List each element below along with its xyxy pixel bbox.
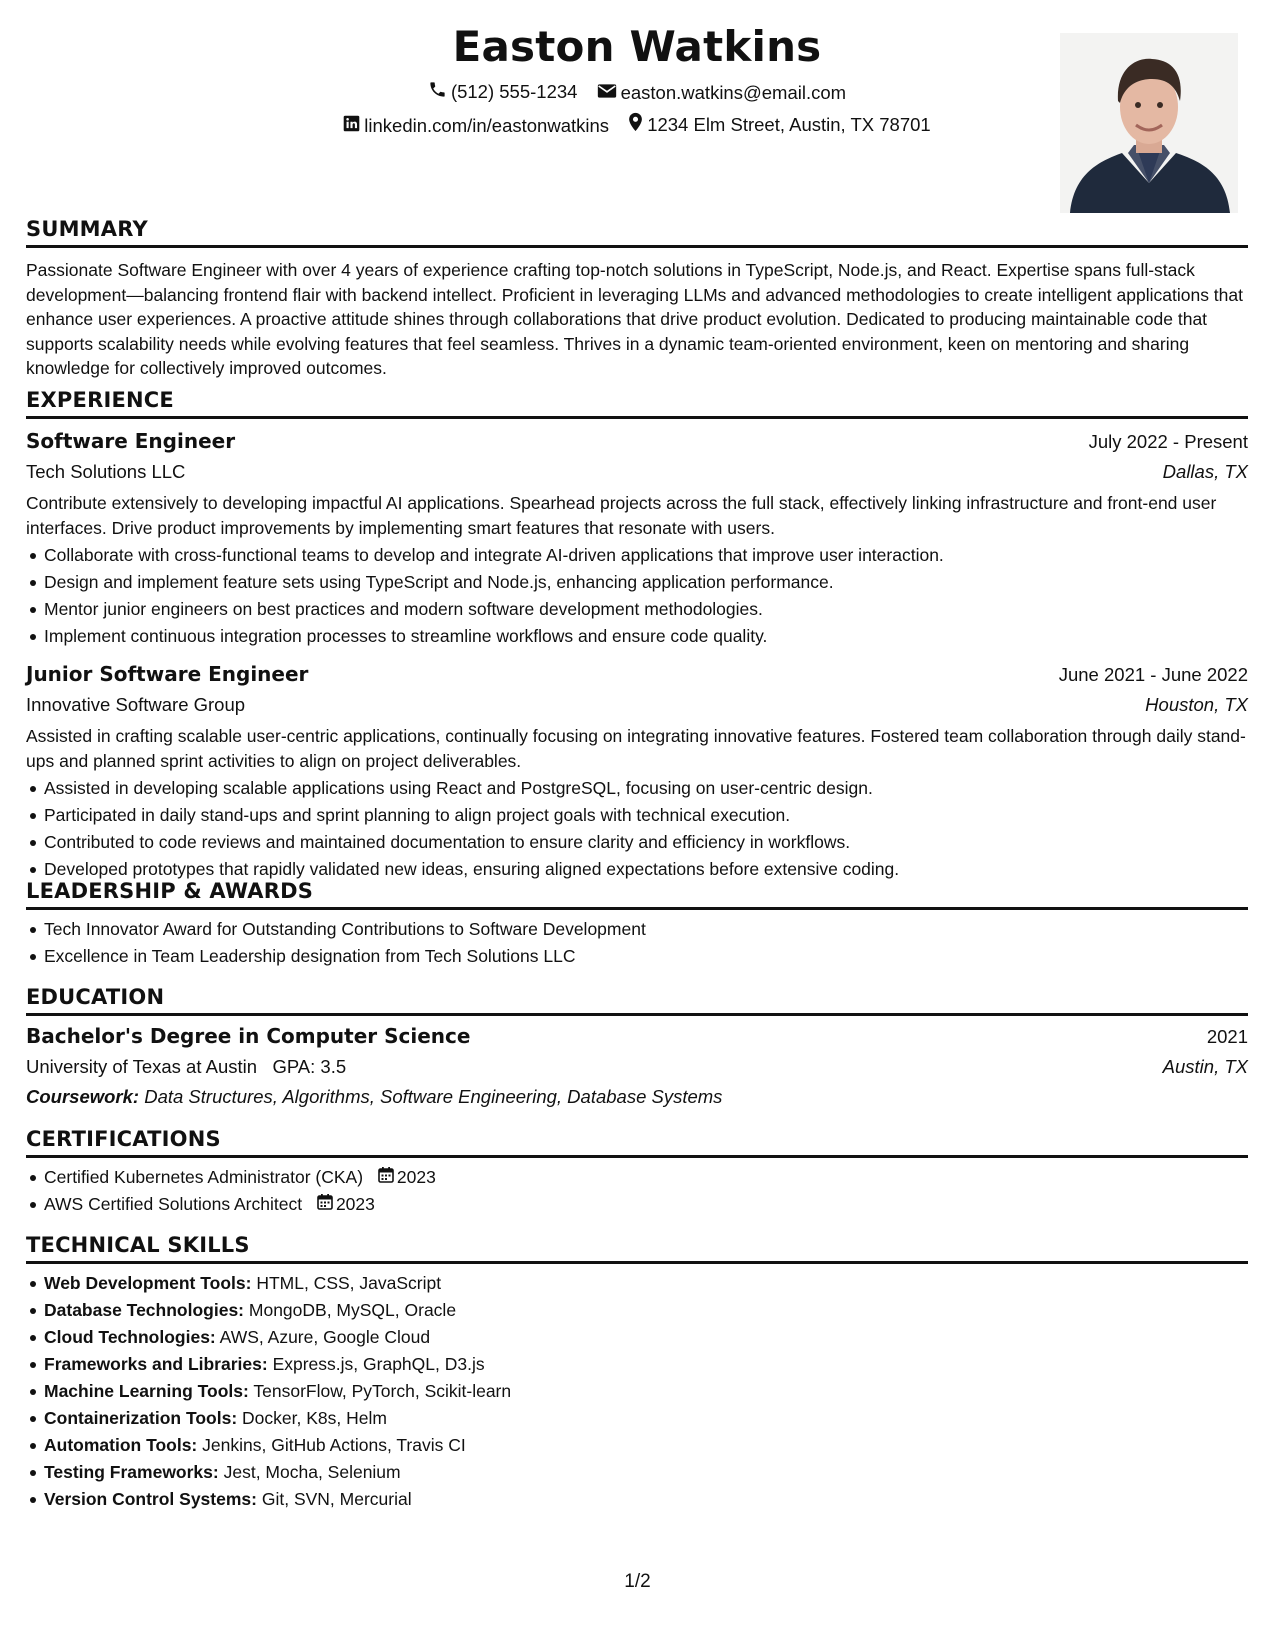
- coursework: [26, 1086, 1248, 1108]
- skill-category: Testing Frameworks:: [44, 1462, 219, 1482]
- certification-name: Certified Kubernetes Administrator (CKA): [44, 1167, 364, 1187]
- certification-name: AWS Certified Solutions Architect: [44, 1194, 303, 1214]
- list-item: Excellence in Team Leadership designation from Tech Solutions LLC: [26, 943, 1248, 970]
- job-org-row: [26, 694, 1248, 716]
- certification-year: 2023: [335, 1194, 375, 1214]
- job-company: Innovative Software Group: [26, 694, 246, 715]
- address-contact: [628, 112, 931, 137]
- job-header: [26, 429, 1248, 453]
- list-item: Tech Innovator Award for Outstanding Contributions to Software Development: [26, 916, 1248, 943]
- phone-contact: [428, 80, 578, 104]
- skills-list: [26, 1270, 1248, 1513]
- coursework-list: Data Structures, Algorithms, Software Engineering, Database Systems: [144, 1086, 723, 1107]
- job-entry: [26, 429, 1248, 650]
- skill-values: Git, SVN, Mercurial: [261, 1489, 412, 1509]
- certification-year: 2023: [396, 1167, 436, 1187]
- gpa: GPA: 3.5: [272, 1056, 347, 1077]
- job-location: Dallas, TX: [1162, 461, 1248, 482]
- job-description: Contribute extensively to developing impactful AI applications. Spearhead projects across the full stack, effectively linking infrastructure and front-end user interfaces. Drive product improvements by implementing smart features that resonate with users.: [26, 493, 1217, 538]
- list-item: [26, 1405, 1248, 1432]
- section-title: LEADERSHIP & AWARDS: [26, 879, 1248, 910]
- graduation-year: 2021: [1206, 1026, 1248, 1047]
- phone-icon: [428, 80, 451, 104]
- skill-category: Frameworks and Libraries:: [44, 1354, 268, 1374]
- skill-values: Jenkins, GitHub Actions, Travis CI: [202, 1435, 466, 1455]
- job-entry: [26, 662, 1248, 883]
- street-address: 1234 Elm Street, Austin, TX 78701: [647, 113, 931, 135]
- certifications-section: [26, 1127, 1248, 1218]
- job-bullets: [26, 775, 1248, 883]
- certifications-list: [26, 1164, 1248, 1218]
- job-location: Houston, TX: [1145, 694, 1248, 715]
- list-item: [26, 1164, 1248, 1191]
- page-number: 1/2: [624, 1571, 651, 1592]
- education-section: [26, 985, 1248, 1108]
- skill-category: Web Development Tools:: [44, 1273, 252, 1293]
- job-header: [26, 662, 1248, 686]
- job-org-row: [26, 461, 1248, 483]
- degree-title: Bachelor's Degree in Computer Science: [26, 1024, 471, 1048]
- school-info: [26, 1056, 346, 1078]
- email-address: easton.watkins@email.com: [620, 82, 847, 103]
- job-bullets: [26, 542, 1248, 650]
- list-item: Participated in daily stand-ups and sprint planning to align project goals with technical execution.: [26, 802, 1248, 829]
- job-title: Junior Software Engineer: [26, 662, 309, 686]
- skill-category: Containerization Tools:: [44, 1408, 238, 1428]
- list-item: [26, 1351, 1248, 1378]
- list-item: [26, 1191, 1248, 1218]
- list-item: Implement continuous integration processes to streamline workflows and ensure code quality.: [26, 623, 1248, 650]
- email-contact[interactable]: [597, 82, 846, 104]
- list-item: Assisted in developing scalable applications using React and PostgreSQL, focusing on user-centric design.: [26, 775, 1248, 802]
- phone-number: (512) 555-1234: [450, 81, 578, 102]
- skill-category: Automation Tools:: [44, 1435, 198, 1455]
- list-item: Contributed to code reviews and maintained documentation to ensure clarity and efficiency in workflows.: [26, 829, 1248, 856]
- skill-values: Docker, K8s, Helm: [242, 1408, 387, 1428]
- list-item: Collaborate with cross-functional teams to develop and integrate AI-driven applications that improve user interaction.: [26, 542, 1248, 569]
- list-item: [26, 1297, 1248, 1324]
- summary-section: [26, 217, 1248, 381]
- list-item: Design and implement feature sets using TypeScript and Node.js, enhancing application performance.: [26, 569, 1248, 596]
- skill-values: Jest, Mocha, Selenium: [223, 1462, 401, 1482]
- job-title: Software Engineer: [26, 429, 236, 453]
- map-pin-icon: [628, 112, 647, 137]
- skills-section: [26, 1233, 1248, 1513]
- skill-values: AWS, Azure, Google Cloud: [219, 1327, 431, 1347]
- calendar-icon: [378, 1164, 397, 1191]
- profile-photo: [1060, 33, 1238, 213]
- resume-header: [26, 0, 1248, 220]
- candidate-name: Easton Watkins: [452, 22, 822, 71]
- section-title: CERTIFICATIONS: [26, 1127, 1248, 1158]
- list-item: [26, 1324, 1248, 1351]
- school-name: University of Texas at Austin: [26, 1056, 258, 1077]
- experience-section: [26, 388, 1248, 883]
- skill-values: HTML, CSS, JavaScript: [256, 1273, 442, 1293]
- section-title: EDUCATION: [26, 985, 1248, 1016]
- calendar-icon: [317, 1191, 336, 1218]
- coursework-label: Coursework:: [26, 1086, 140, 1107]
- linkedin-icon: [343, 115, 364, 137]
- school-location: Austin, TX: [1162, 1056, 1248, 1077]
- skill-category: Version Control Systems:: [44, 1489, 257, 1509]
- awards-section: [26, 879, 1248, 970]
- job-description: Assisted in crafting scalable user-centric applications, continually focusing on integrating innovative features. Fostered team collaboration through daily stand-ups and planned sprint activities to align on project deliverables.: [26, 726, 1246, 771]
- resume-page: [26, 0, 1248, 1650]
- section-title: TECHNICAL SKILLS: [26, 1233, 1248, 1264]
- section-title: EXPERIENCE: [26, 388, 1248, 419]
- skill-category: Cloud Technologies:: [44, 1327, 216, 1347]
- job-dates: July 2022 - Present: [1088, 431, 1248, 452]
- section-title: SUMMARY: [26, 217, 1248, 248]
- job-dates: June 2021 - June 2022: [1058, 664, 1248, 685]
- linkedin-contact[interactable]: [343, 115, 609, 137]
- certification-date: [378, 1164, 436, 1191]
- skill-category: Machine Learning Tools:: [44, 1381, 249, 1401]
- job-company: Tech Solutions LLC: [26, 461, 186, 482]
- education-org-row: [26, 1056, 1248, 1078]
- education-header: [26, 1024, 1248, 1048]
- summary-text: Passionate Software Engineer with over 4 years of experience crafting top-notch solutions in TypeScript, Node.js, and React. Expertise spans full-stack development—balancing frontend flair with backend intellect. Proficient in leveraging LLMs and advanced methodologies to create intelligent applications that enhance user experiences. A proactive attitude shines through collaborations that drive product evolution. Dedicated to producing maintainable code that supports scalability needs while evolving features that feel seamless. Thrives in a dynamic team-oriented environment, keen on mentoring and sharing knowledge for collectively improved outcomes.: [26, 260, 1243, 378]
- skill-values: MongoDB, MySQL, Oracle: [248, 1300, 457, 1320]
- list-item: [26, 1486, 1248, 1513]
- certification-date: [317, 1191, 375, 1218]
- list-item: [26, 1432, 1248, 1459]
- list-item: [26, 1378, 1248, 1405]
- awards-list: [26, 916, 1248, 970]
- list-item: Mentor junior engineers on best practices and modern software development methodologies.: [26, 596, 1248, 623]
- linkedin-url: linkedin.com/in/eastonwatkins: [364, 115, 610, 136]
- envelope-icon: [597, 82, 621, 104]
- skill-category: Database Technologies:: [44, 1300, 245, 1320]
- list-item: Developed prototypes that rapidly validated new ideas, ensuring aligned expectations before extensive coding.: [26, 856, 1248, 883]
- skill-values: TensorFlow, PyTorch, Scikit-learn: [253, 1381, 512, 1401]
- skill-values: Express.js, GraphQL, D3.js: [272, 1354, 485, 1374]
- list-item: [26, 1459, 1248, 1486]
- list-item: [26, 1270, 1248, 1297]
